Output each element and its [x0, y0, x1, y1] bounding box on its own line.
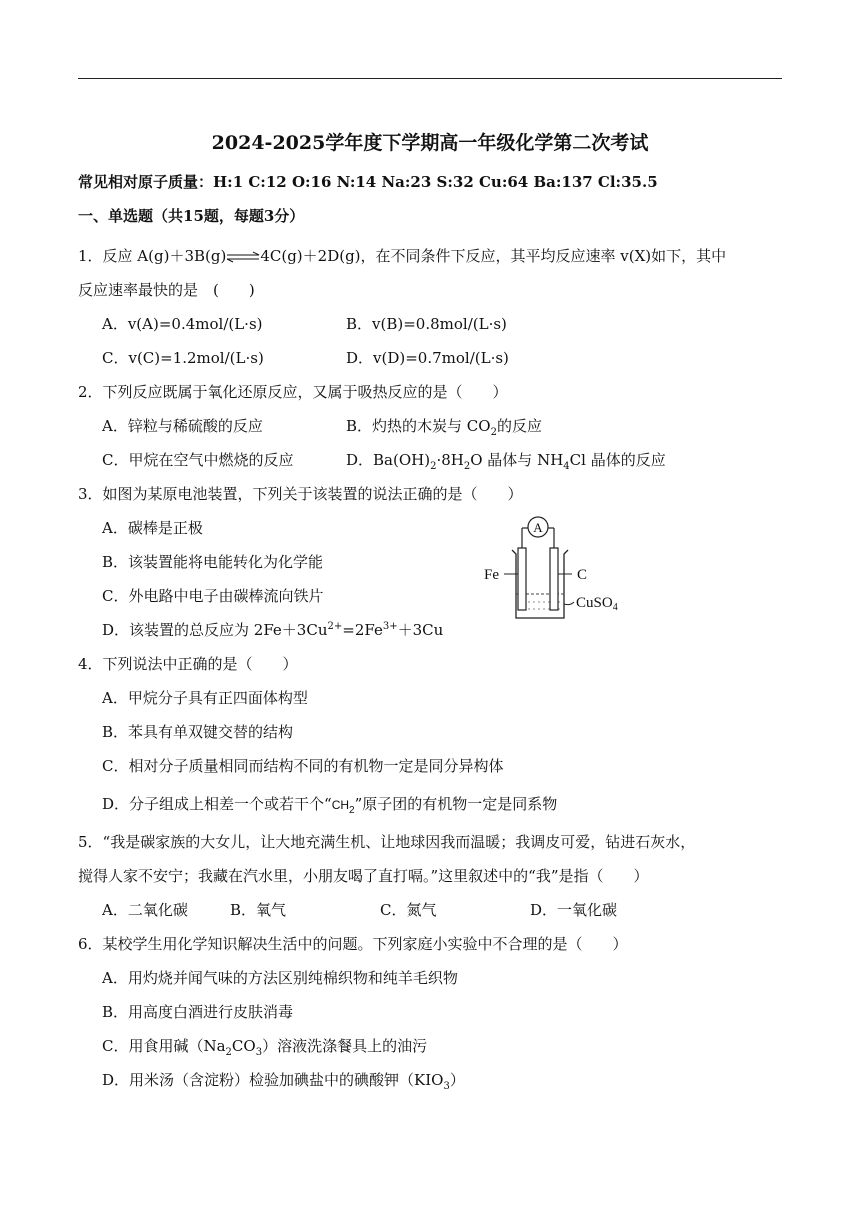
q4-stem: 4．下列说法中正确的是（ ） [78, 655, 298, 673]
q1-option-b[interactable]: B．v(B)=0.8mol/(L·s) [346, 315, 507, 333]
subscript: 4 [563, 461, 570, 472]
superscript: 2+ [327, 621, 343, 632]
ammeter-label: A [533, 520, 543, 535]
q6-stem: 6．某校学生用化学知识解决生活中的问题。下列家庭小实验中不合理的是（ ） [78, 935, 628, 953]
subscript: 3 [443, 1081, 450, 1092]
fe-electrode [518, 548, 526, 610]
q1-option-a[interactable]: A．v(A)=0.4mol/(L·s) [102, 315, 263, 333]
cuso4-label: CuSO$_4$ [576, 595, 618, 613]
q2-option-d-text: O 晶体与 NH [470, 451, 564, 469]
q2-option-c[interactable]: C．甲烷在空气中燃烧的反应 [102, 451, 294, 469]
galvanic-cell-figure [476, 510, 646, 630]
q2-option-d-text: D．Ba(OH) [346, 451, 431, 469]
q4-option-b[interactable]: B．苯具有单双键交替的结构 [102, 723, 294, 741]
subscript: 2 [225, 1047, 232, 1058]
q2-option-b[interactable] [346, 416, 542, 436]
q3-stem: 3．如图为某原电池装置，下列关于该装置的说法正确的是（ ） [78, 485, 523, 503]
atomic-masses: 常见相对原子质量：H:1 C:12 O:16 N:14 Na:23 S:32 Cu:64 Ba:137 Cl:35.5 [78, 173, 658, 191]
q5-option-b[interactable]: B．氧气 [230, 901, 287, 919]
subscript: 2 [490, 427, 497, 438]
q3-option-d-text: ＋3Cu [397, 621, 444, 639]
q3-option-d[interactable] [102, 620, 443, 640]
q6-option-d[interactable] [102, 1070, 465, 1090]
q6-option-c-text: C．用食用碱（Na [102, 1037, 226, 1055]
q2-option-d-text: Cl 晶体的反应 [569, 451, 666, 469]
q2-option-a[interactable]: A．锌粒与稀硫酸的反应 [102, 417, 263, 435]
q6-option-d-text: D．用米汤（含淀粉）检验加碘盐中的碘酸钾（KIO [102, 1071, 444, 1089]
q6-option-b[interactable]: B．用高度白酒进行皮肤消毒 [102, 1003, 294, 1021]
q1-option-d[interactable]: D．v(D)=0.7mol/(L·s) [346, 349, 509, 367]
q1-stem-part2: 4C(g)＋2D(g)，在不同条件下反应，其平均反应速率 v(X)如下，其中 [260, 247, 727, 265]
ch2-formula: CH [331, 798, 350, 812]
subscript: 3 [255, 1047, 263, 1058]
q5-stem-line2: 搅得人家不安宁；我藏在汽水里，小朋友喝了直打嗝。”这里叙述中的“我”是指（ ） [78, 867, 649, 885]
q4-option-d-text: ”原子团的有机物一定是同系物 [354, 795, 558, 813]
q4-option-c[interactable]: C．相对分子质量相同而结构不同的有机物一定是同分异构体 [102, 757, 504, 775]
subscript: 2 [430, 461, 437, 472]
superscript: 3+ [382, 621, 398, 632]
header-rule [78, 78, 782, 79]
q2-option-b-text-end: 的反应 [496, 417, 542, 435]
q1-stem-line2: 反应速率最快的是 ( ) [78, 281, 255, 299]
q1-option-c[interactable]: C．v(C)=1.2mol/(L·s) [102, 349, 264, 367]
fe-label: Fe [484, 567, 499, 583]
q6-option-c-text: ）溶液洗涤餐具上的油污 [262, 1037, 428, 1055]
subscript: 2 [463, 461, 471, 472]
q5-option-a[interactable]: A．二氧化碳 [102, 901, 188, 919]
q3-option-d-text: =2Fe [342, 621, 383, 639]
q6-option-d-text: ） [449, 1071, 465, 1089]
exam-title: 2024-2025学年度下学期高一年级化学第二次考试 [211, 132, 649, 154]
q3-option-a[interactable]: A．碳棒是正极 [102, 519, 203, 537]
q5-option-d[interactable]: D．一氧化碳 [530, 901, 618, 919]
q4-option-d[interactable] [102, 794, 557, 815]
q2-option-d-text: ·8H [436, 451, 464, 469]
q1-stem-line1 [78, 246, 726, 266]
q1-stem-part1: 1．反应 A(g)＋3B(g) [78, 247, 227, 265]
q2-option-b-text: B．灼热的木炭与 CO [346, 417, 491, 435]
q6-option-c-text: CO [231, 1037, 256, 1055]
q2-stem: 2．下列反应既属于氧化还原反应，又属于吸热反应的是（ ） [78, 383, 508, 401]
equilibrium-arrow-icon [226, 251, 260, 263]
q3-option-c[interactable]: C．外电路中电子由碳棒流向铁片 [102, 587, 324, 605]
q4-option-d-text: D．分子组成上相差一个或若干个“ [102, 795, 332, 813]
subscript: 2 [349, 805, 355, 816]
q3-option-d-text: D．该装置的总反应为 2Fe＋3Cu [102, 621, 328, 639]
q4-option-a[interactable]: A．甲烷分子具有正四面体构型 [102, 689, 308, 707]
q6-option-a[interactable]: A．用灼烧并闻气味的方法区别纯棉织物和纯羊毛织物 [102, 969, 458, 987]
q5-stem-line1: 5．“我是碳家族的大女儿，让大地充满生机、让地球因我而温暖；我调皮可爱，钻进石灰水， [78, 833, 696, 851]
carbon-electrode [550, 548, 558, 610]
q5-option-c[interactable]: C．氮气 [380, 901, 437, 919]
q2-option-d[interactable] [346, 450, 666, 470]
c-label: C [577, 567, 588, 583]
q3-option-b[interactable]: B．该装置能将电能转化为化学能 [102, 553, 324, 571]
section-heading: 一、单选题（共15题，每题3分） [78, 207, 305, 225]
q6-option-c[interactable] [102, 1036, 427, 1056]
